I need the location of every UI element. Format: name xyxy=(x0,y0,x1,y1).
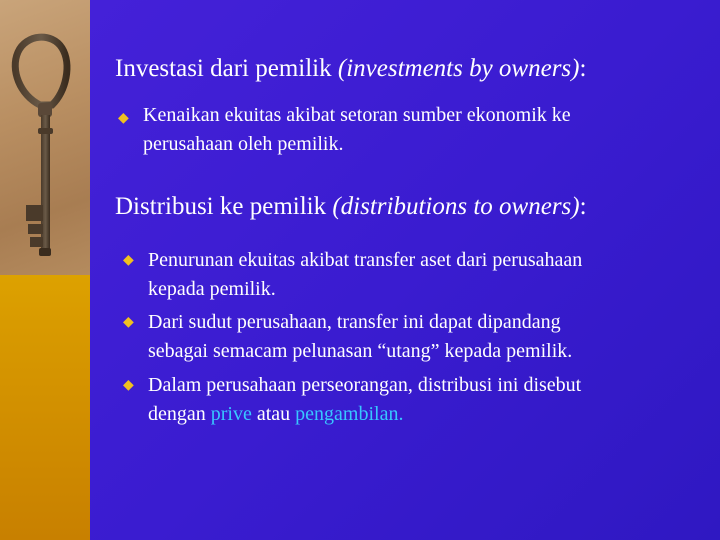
text-segment: dengan xyxy=(148,403,211,425)
bullet-line: sebagai semacam pelunasan “utang” kepada pemilik. xyxy=(148,340,573,362)
heading-investments xyxy=(115,55,586,83)
bullet-distributions-2 xyxy=(148,308,572,366)
bullet-diamond-icon: ◆ xyxy=(123,378,134,393)
text-segment: atau xyxy=(251,403,296,425)
term-prive: prive xyxy=(210,403,252,425)
term-pengambilan: pengambilan xyxy=(295,403,399,425)
key-photo xyxy=(0,0,90,275)
bullet-line: kepada pemilik. xyxy=(148,278,276,300)
heading-investments-italic: (investments by owners) xyxy=(337,55,580,82)
bullet-distributions-3 xyxy=(148,371,581,429)
bullet-line: perusahaan oleh pemilik. xyxy=(143,133,344,155)
heading-distributions-plain: Distribusi ke pemilik xyxy=(115,193,333,220)
bullet-diamond-icon: ◆ xyxy=(123,315,134,330)
bullet-line: Dalam perusahaan perseorangan, distribusi ini disebut xyxy=(148,374,582,396)
bullet-diamond-icon: ◆ xyxy=(118,111,129,126)
bullet-line: Penurunan ekuitas akibat transfer aset dari perusahaan xyxy=(148,249,583,271)
bullet-diamond-icon: ◆ xyxy=(123,253,134,268)
heading-distributions xyxy=(115,193,587,221)
heading-distributions-italic: (distributions to owners) xyxy=(332,193,580,220)
heading-investments-colon: : xyxy=(579,55,587,82)
heading-distributions-colon: : xyxy=(579,193,587,220)
text-segment: . xyxy=(398,403,404,425)
bullet-line: Kenaikan ekuitas akibat setoran sumber ekonomik ke xyxy=(143,104,571,126)
heading-investments-plain: Investasi dari pemilik xyxy=(115,55,338,82)
bullet-distributions-1 xyxy=(148,246,582,304)
bullet-line xyxy=(148,400,581,429)
bullet-investments-1 xyxy=(143,101,571,159)
antique-key-icon xyxy=(0,0,90,275)
bullet-line: Dari sudut perusahaan, transfer ini dapat dipandang xyxy=(148,311,561,333)
